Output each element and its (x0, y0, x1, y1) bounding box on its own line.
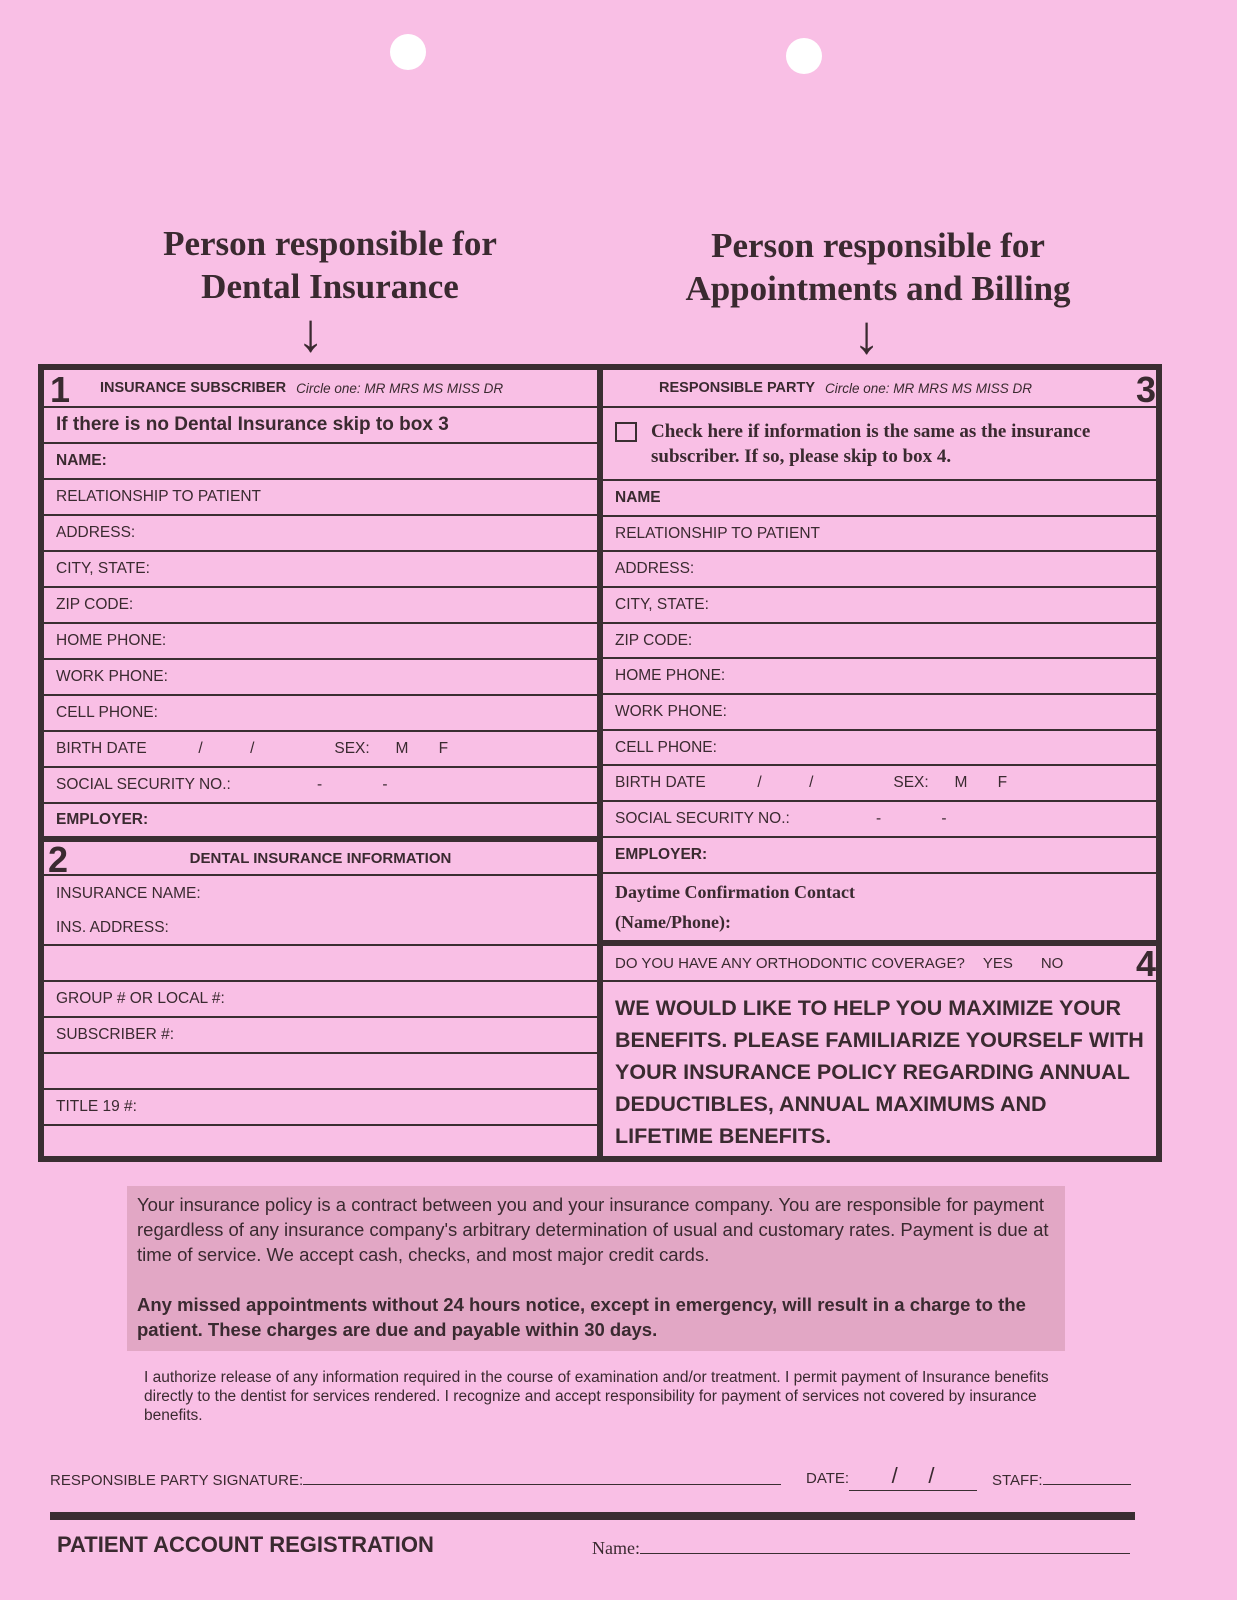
title19-line2[interactable] (44, 1126, 597, 1158)
work-phone-field[interactable]: WORK PHONE: (44, 660, 597, 696)
divider-bar (50, 1512, 1135, 1520)
heading-dental-insurance: Person responsible for Dental Insurance (163, 224, 497, 306)
box3-header: RESPONSIBLE PARTY Circle one: MR MRS MS MISS DR 3 (603, 370, 1156, 408)
relationship-field[interactable]: RELATIONSHIP TO PATIENT (44, 480, 597, 516)
checkbox-same-as-subscriber[interactable] (615, 422, 637, 442)
registration-form (38, 364, 1162, 1162)
box-number: 2 (48, 839, 69, 880)
title-options[interactable]: Circle one: MR MRS MS MISS DR (825, 380, 1033, 396)
benefits-notice: WE WOULD LIKE TO HELP YOU MAXIMIZE YOUR BENEFITS. PLEASE FAMILIARIZE YOURSELF WITH YOUR INSURANCE POLICY REGARDING ANNUAL DEDUCTIBLES, ANNUAL MAXIMUMS AND LIFETIME BENEFITS. (615, 996, 1144, 1148)
city-state-field[interactable]: CITY, STATE: (603, 588, 1156, 624)
right-column (603, 370, 1156, 1154)
subscriber-number-field[interactable]: SUBSCRIBER #: (44, 1018, 597, 1054)
ortho-coverage-question: DO YOU HAVE ANY ORTHODONTIC COVERAGE? YES NO 4 (603, 946, 1156, 982)
skip-note: If there is no Dental Insurance skip to box 3 (44, 408, 597, 444)
relationship-field[interactable]: RELATIONSHIP TO PATIENT (603, 517, 1156, 552)
ortho-yes-option[interactable]: YES (982, 954, 1013, 972)
insurance-name-field[interactable]: INSURANCE NAME: (56, 885, 201, 902)
zip-field[interactable]: ZIP CODE: (44, 588, 597, 624)
birth-date-field[interactable]: BIRTH DATE / / SEX: M F (603, 766, 1156, 802)
zip-field[interactable]: ZIP CODE: (603, 624, 1156, 659)
work-phone-field[interactable]: WORK PHONE: (603, 695, 1156, 731)
box-number: 3 (1135, 369, 1156, 410)
staff-line[interactable] (1043, 1470, 1131, 1485)
ins-address-line2[interactable] (44, 946, 597, 982)
home-phone-field[interactable]: HOME PHONE: (44, 624, 597, 660)
ssn-field[interactable]: SOCIAL SECURITY NO.: - - (603, 802, 1156, 838)
down-arrow-icon: ↓ (853, 305, 880, 365)
address-field[interactable]: ADDRESS: (603, 552, 1156, 588)
left-column (44, 370, 597, 1158)
staff-field[interactable]: STAFF: (992, 1470, 1131, 1489)
sex-options[interactable]: SEX: M F (893, 774, 1008, 791)
group-number-field[interactable]: GROUP # OR LOCAL #: (44, 982, 597, 1018)
title19-field[interactable]: TITLE 19 #: (44, 1090, 597, 1126)
signature-line[interactable] (303, 1470, 781, 1485)
date-line[interactable]: / / (849, 1476, 977, 1491)
title-options[interactable]: Circle one: MR MRS MS MISS DR (296, 380, 504, 396)
payment-notice: Your insurance policy is a contract between you and your insurance company. You are responsible for payment regardless of any insurance company's arbitrary determination of usual and customary rates. Payment is due at time of service. We accept cash, checks, and most major credit cards. Any missed appointments without 24 hours notice, except in emergency, will result in a charge to the patient. These charges are due and payable within 30 days. (127, 1186, 1065, 1351)
cell-phone-field[interactable]: CELL PHONE: (603, 731, 1156, 766)
footer-name-field[interactable]: Name: (592, 1538, 1130, 1559)
footer-name-line[interactable] (640, 1539, 1130, 1554)
ortho-no-option[interactable]: NO (1040, 954, 1064, 972)
sex-options[interactable]: SEX: M F (334, 740, 449, 757)
daytime-contact-field[interactable]: Daytime Confirmation Contact (Name/Phone): (603, 874, 1156, 946)
date-field[interactable]: DATE: / / (806, 1470, 977, 1491)
address-field[interactable]: ADDRESS: (44, 516, 597, 552)
home-phone-field[interactable]: HOME PHONE: (603, 659, 1156, 695)
city-state-field[interactable]: CITY, STATE: (44, 552, 597, 588)
name-field[interactable]: NAME (603, 481, 1156, 517)
ssn-field[interactable]: SOCIAL SECURITY NO.: - - (44, 768, 597, 804)
ins-address-field[interactable]: INS. ADDRESS: (44, 912, 597, 946)
punch-hole-right (786, 38, 822, 74)
employer-field[interactable]: EMPLOYER: (44, 804, 597, 842)
birth-date-field[interactable]: BIRTH DATE / / SEX: M F (44, 732, 597, 768)
box-number: 1 (50, 369, 71, 410)
box2-header: 2 DENTAL INSURANCE INFORMATION (44, 842, 597, 876)
footer-title: PATIENT ACCOUNT REGISTRATION (57, 1532, 434, 1557)
cell-phone-field[interactable]: CELL PHONE: (44, 696, 597, 732)
box-number: 4 (1135, 943, 1156, 984)
punch-hole-left (390, 34, 426, 70)
name-field[interactable]: NAME: (44, 444, 597, 480)
employer-field[interactable]: EMPLOYER: (603, 838, 1156, 874)
authorization-text: I authorize release of any information required in the course of examination and/or treatment. I permit payment of Insurance benefits directly to the dentist for services rendered. I recognize and accept responsibility for payment of services not covered by insurance benefits. (144, 1369, 1049, 1424)
same-as-subscriber[interactable]: Check here if information is the same as the insurance subscriber. If so, please skip to box 4. (603, 408, 1156, 481)
subscriber-line2[interactable] (44, 1054, 597, 1090)
box1-header: 1 INSURANCE SUBSCRIBER Circle one: MR MRS MS MISS DR (44, 370, 597, 408)
down-arrow-icon: ↓ (297, 303, 324, 363)
signature-field[interactable]: RESPONSIBLE PARTY SIGNATURE: (50, 1470, 781, 1489)
heading-appointments-billing: Person responsible for Appointments and Billing (685, 226, 1071, 308)
